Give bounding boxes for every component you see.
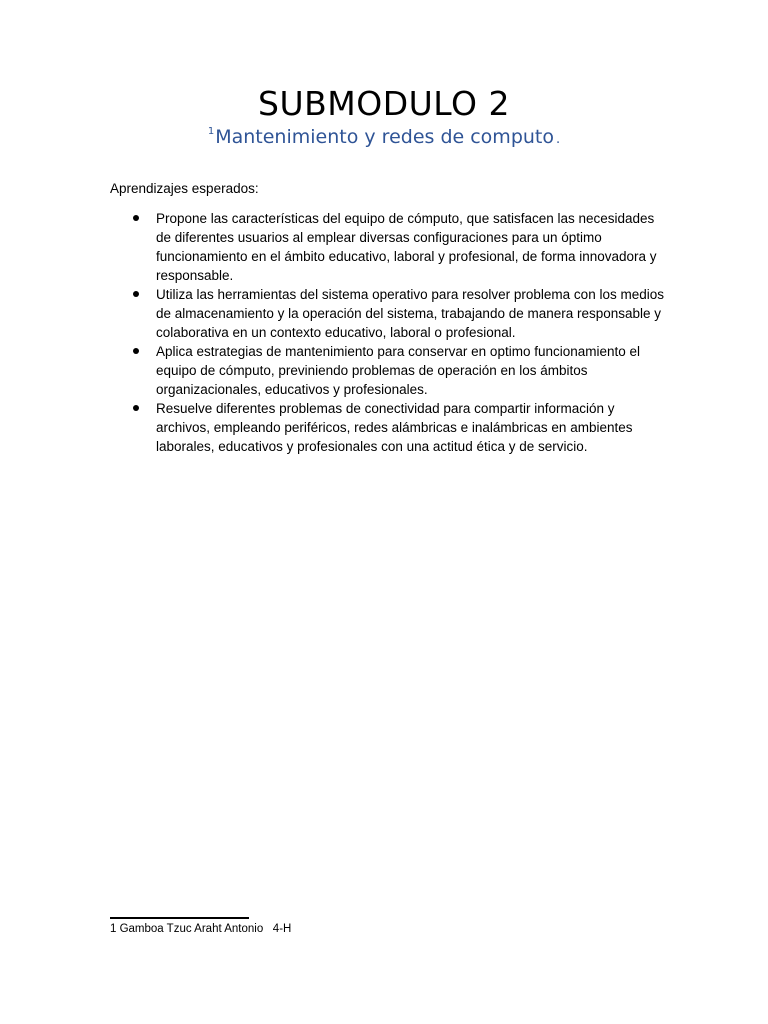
bullet-text: Propone las características del equipo de cómputo, que satisfacen las necesidades de diferentes usuarios al emplear diversas configuraciones para un óptimo funcionamiento en el ámbito educativo, laboral y profesional, de forma innovadora y responsable.	[156, 211, 657, 283]
footnote: 1 Gamboa Tzuc Araht Antonio 4-H	[110, 923, 292, 935]
document-title: SUBMODULO 2	[258, 84, 510, 123]
bullet-icon	[133, 215, 139, 221]
section-heading: Aprendizajes esperados:	[110, 181, 259, 196]
list-item	[110, 399, 670, 456]
list-item	[110, 285, 670, 342]
list-item	[110, 342, 670, 399]
footnote-separator	[110, 917, 249, 919]
list-item	[110, 209, 670, 285]
bullet-list	[110, 209, 670, 456]
document-subtitle	[0, 126, 768, 148]
bullet-icon	[133, 405, 139, 411]
bullet-text: Aplica estrategias de mantenimiento para conservar en optimo funcionamiento el equipo de cómputo, previniendo problemas de operación en los ámbitos organizacionales, educativos y profesionales.	[156, 344, 641, 397]
bullet-text: Resuelve diferentes problemas de conectividad para compartir información y archivos, empleando periféricos, redes alámbricas e inalámbricas en ambientes laborales, educativos y profesionales con una actitud ética y de servicio.	[156, 401, 633, 454]
bullet-icon	[133, 348, 139, 354]
bullet-icon	[133, 291, 139, 297]
subtitle-text: Mantenimiento y redes de computo	[215, 126, 554, 148]
footnote-reference: 1	[207, 125, 215, 137]
bullet-text: Utiliza las herramientas del sistema operativo para resolver problema con los medios de almacenamiento y la operación del sistema, trabajando de manera responsable y colaborativa en un contexto educativo, laboral o profesional.	[156, 287, 664, 340]
subtitle-period: .	[556, 132, 561, 147]
